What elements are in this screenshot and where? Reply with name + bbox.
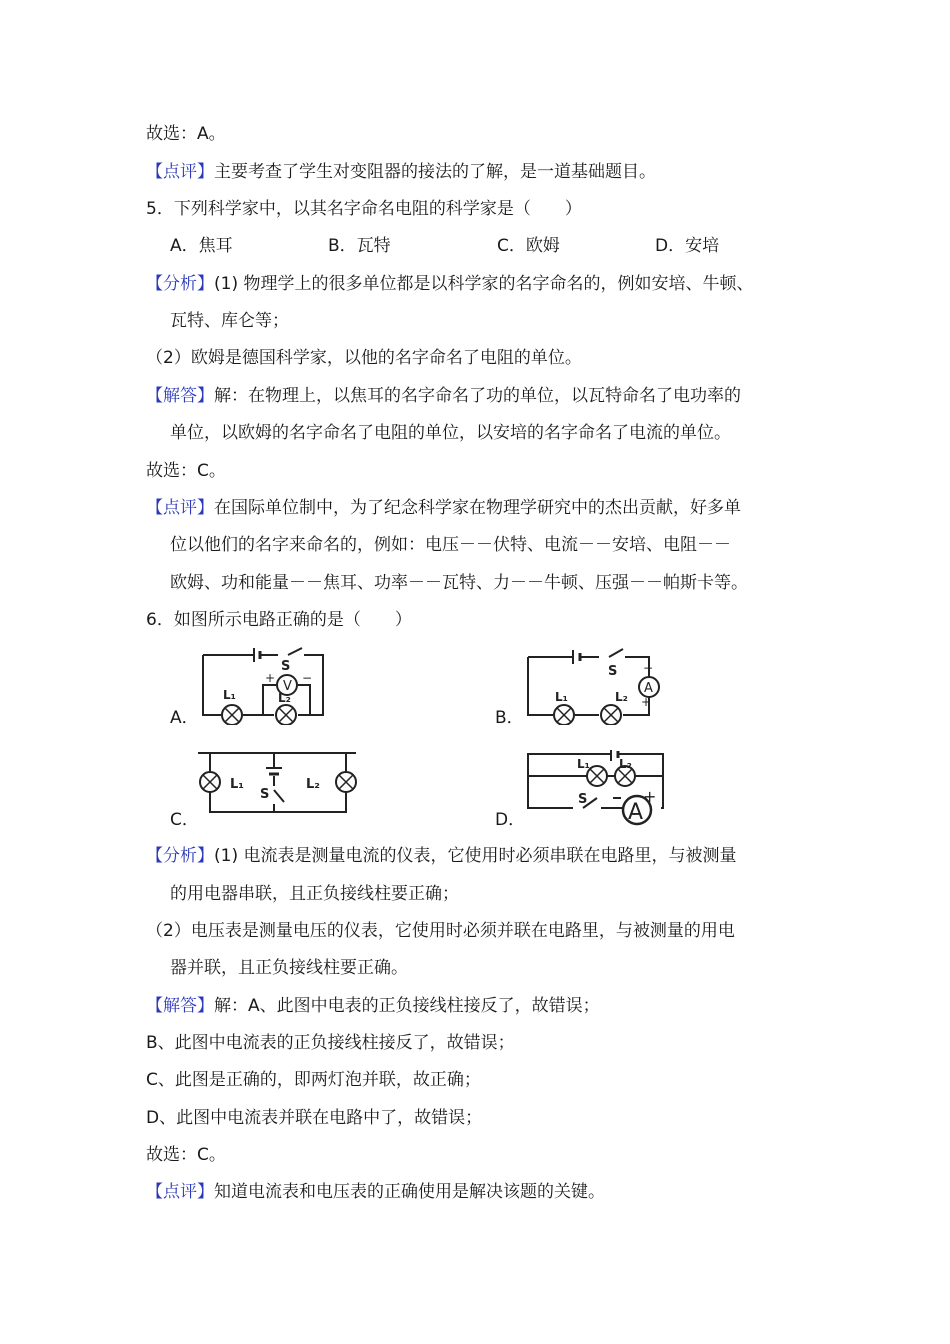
svg-text:S: S — [608, 664, 618, 679]
q5-option-c: C．欧姆 — [497, 236, 560, 256]
svg-text:+: + — [265, 671, 276, 685]
answer-tag: 【解答】 — [146, 996, 214, 1016]
svg-text:+: + — [643, 787, 657, 806]
q6-stem: 6．如图所示电路正确的是（ ） — [146, 610, 412, 630]
q5-option-b: B．瓦特 — [328, 236, 391, 256]
svg-text:S: S — [281, 659, 291, 674]
q6-analysis-1: 【分析】(1) 电流表是测量电流的仪表，它使用时必须串联在电路里，与被测量 — [146, 846, 737, 866]
svg-text:L₁: L₁ — [230, 777, 244, 792]
svg-text:L₁: L₁ — [555, 690, 568, 704]
circuit-b-diagram — [523, 647, 663, 725]
review-tag: 【点评】 — [146, 1182, 214, 1202]
q6-option-d-label: D． — [495, 810, 526, 830]
review-tag: 【点评】 — [146, 162, 214, 182]
q6-solution-c: C、此图是正确的，即两灯泡并联，故正确； — [146, 1070, 481, 1090]
circuit-d-diagram — [523, 750, 673, 830]
svg-text:L₂: L₂ — [619, 757, 632, 771]
q5-review-2: 位以他们的名字来命名的，例如：电压－－伏特、电流－－安培、电阻－－ — [170, 535, 731, 555]
answer-tag: 【解答】 — [146, 386, 214, 406]
q6-solution-a: 【解答】解：A、此图中电表的正负接线柱接反了，故错误； — [146, 996, 600, 1016]
svg-text:A: A — [628, 800, 644, 825]
circuit-c-diagram — [198, 750, 358, 820]
svg-text:L₂: L₂ — [615, 690, 628, 704]
svg-text:V: V — [283, 679, 292, 694]
q5-option-a: A．焦耳 — [170, 236, 233, 256]
q5-analysis-2: （2）欧姆是德国科学家，以他的名字命名了电阻的单位。 — [146, 348, 582, 368]
q5-answer-choice: 故选：C。 — [146, 461, 226, 481]
circuit-a-diagram — [198, 647, 328, 725]
q6-solution-b: B、此图中电流表的正负接线柱接反了，故错误； — [146, 1033, 515, 1053]
q4-answer-choice: 故选：A。 — [146, 124, 226, 144]
svg-text:−: − — [643, 661, 654, 675]
q6-solution-d: D、此图中电流表并联在电路中了，故错误； — [146, 1108, 483, 1128]
review-tag: 【点评】 — [146, 498, 214, 518]
q6-option-a-label: A． — [170, 708, 199, 728]
svg-text:S: S — [578, 792, 588, 807]
q5-solution-1: 【解答】解：在物理上，以焦耳的名字命名了功的单位，以瓦特命名了电功率的 — [146, 386, 741, 406]
analysis-tag: 【分析】 — [146, 274, 214, 294]
q6-option-c-label: C． — [170, 810, 199, 830]
svg-text:L₂: L₂ — [306, 777, 320, 792]
q6-answer-choice: 故选：C。 — [146, 1145, 226, 1165]
q6-analysis-2: （2）电压表是测量电压的仪表，它使用时必须并联在电路里，与被测量的用电 — [146, 921, 735, 941]
q5-stem: 5．下列科学家中，以其名字命名电阻的科学家是（ ） — [146, 199, 582, 219]
q6-review: 【点评】知道电流表和电压表的正确使用是解决该题的关键。 — [146, 1182, 605, 1202]
q6-analysis-2-cont: 器并联，且正负接线柱要正确。 — [170, 958, 408, 978]
q6-option-b-label: B． — [495, 708, 524, 728]
analysis-tag: 【分析】 — [146, 846, 214, 866]
svg-text:L₁: L₁ — [223, 688, 236, 702]
q5-review-3: 欧姆、功和能量－－焦耳、功率－－瓦特、力－－牛顿、压强－－帕斯卡等。 — [170, 573, 748, 593]
svg-text:+: + — [641, 695, 652, 709]
svg-text:−: − — [302, 671, 313, 685]
q5-option-d: D．安培 — [655, 236, 720, 256]
q5-analysis-1: 【分析】(1) 物理学上的很多单位都是以科学家的名字命名的，例如安培、牛顿、 — [146, 274, 754, 294]
svg-text:A: A — [644, 681, 653, 696]
q5-analysis-1-cont: 瓦特、库仑等； — [170, 311, 289, 331]
svg-text:L₂: L₂ — [278, 691, 291, 705]
q4-review: 【点评】主要考查了学生对变阻器的接法的了解，是一道基础题目。 — [146, 162, 656, 182]
q6-analysis-1-cont: 的用电器串联，且正负接线柱要正确； — [170, 884, 459, 904]
svg-text:L₁: L₁ — [577, 757, 590, 771]
q5-review-1: 【点评】在国际单位制中，为了纪念科学家在物理学研究中的杰出贡献，好多单 — [146, 498, 741, 518]
q5-solution-2: 单位，以欧姆的名字命名了电阻的单位，以安培的名字命名了电流的单位。 — [170, 423, 731, 443]
svg-text:S: S — [260, 787, 270, 802]
